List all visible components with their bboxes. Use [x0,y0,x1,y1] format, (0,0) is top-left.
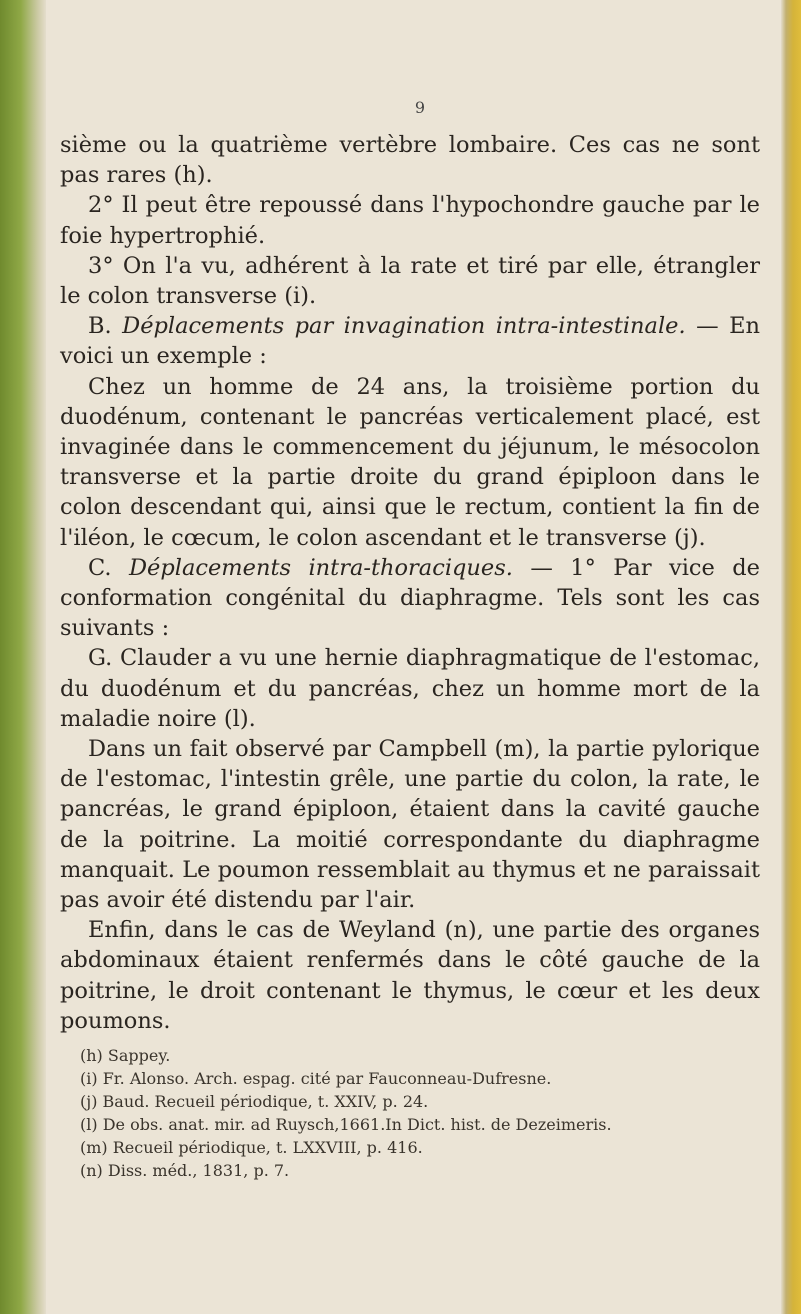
footnote: (m) Recueil périodique, t. LXXVIII, p. 416. [80,1138,423,1157]
footnote: (n) Diss. méd., 1831, p. 7. [80,1161,290,1180]
paragraph: 3° On l'a vu, adhérent à la rate et tiré par elle, étrangler le colon transverse (i). [60,252,760,310]
paragraph: Enfin, dans le cas de Weyland (n), une partie des organes abdominaux étaient renfermés dans le côté gauche de la poitrine, le droit contenant le thymus, le cœur et les deux poumons. [60,917,760,1034]
page-edge-right [781,0,801,1314]
section-heading-b: B. Déplacements par invagination intra-intestinale. — En voici un exemple : [60,313,760,370]
page-number: 9 [414,98,426,117]
section-title: Déplacements intra-thoraciques. [129,554,513,581]
footnotes [60,1044,760,1182]
page-edge-left [0,0,46,1314]
paragraph: sième ou la quatrième vertèbre lombaire. Ces cas ne sont pas rares (h). [60,132,760,189]
paragraph: Chez un homme de 24 ans, la troisième portion du duodénum, contenant le pancréas verticalement placé, est invaginée dans le commencement du jéjunum, le mésocolon transverse et la partie droite du grand épiploon dans le colon descendant qui, ainsi que le rectum, contient la fin de l'iléon, le cœcum, le colon ascendant et le transverse (j). [60,373,760,551]
footnote: (h) Sappey. [80,1046,171,1065]
body-text [60,130,760,1036]
book-page [60,0,780,1314]
paragraph: 2° Il peut être repoussé dans l'hypochondre gauche par le foie hypertrophié. [60,192,760,249]
footnote: (i) Fr. Alonso. Arch. espag. cité par Fauconneau-Dufresne. [80,1069,552,1088]
section-title: Déplacements par invagination intra-intestinale. [122,313,686,340]
footnote: (l) De obs. anat. mir. ad Ruysch,1661.In Dict. hist. de Dezeimeris. [80,1115,612,1134]
section-heading-c: C. Déplacements intra-thoraciques. — 1° Par vice de conformation congénital du diaphragme. Tels sont les cas suivants : [60,554,760,642]
paragraph: Dans un fait observé par Campbell (m), la partie pylorique de l'estomac, l'intestin grêle, une partie du colon, la rate, le pancréas, le grand épiploon, étaient dans la cavité gauche de la poitrine. La moitié correspondante du diaphragme manquait. Le poumon ressemblait au thymus et ne paraissait pas avoir été distendu par l'air. [60,736,760,914]
paragraph: G. Clauder a vu une hernie diaphragmatique de l'estomac, du duodénum et du pancréas, chez un homme mort de la maladie noire (l). [60,645,760,732]
footnote: (j) Baud. Recueil périodique, t. XXIV, p. 24. [80,1092,429,1111]
